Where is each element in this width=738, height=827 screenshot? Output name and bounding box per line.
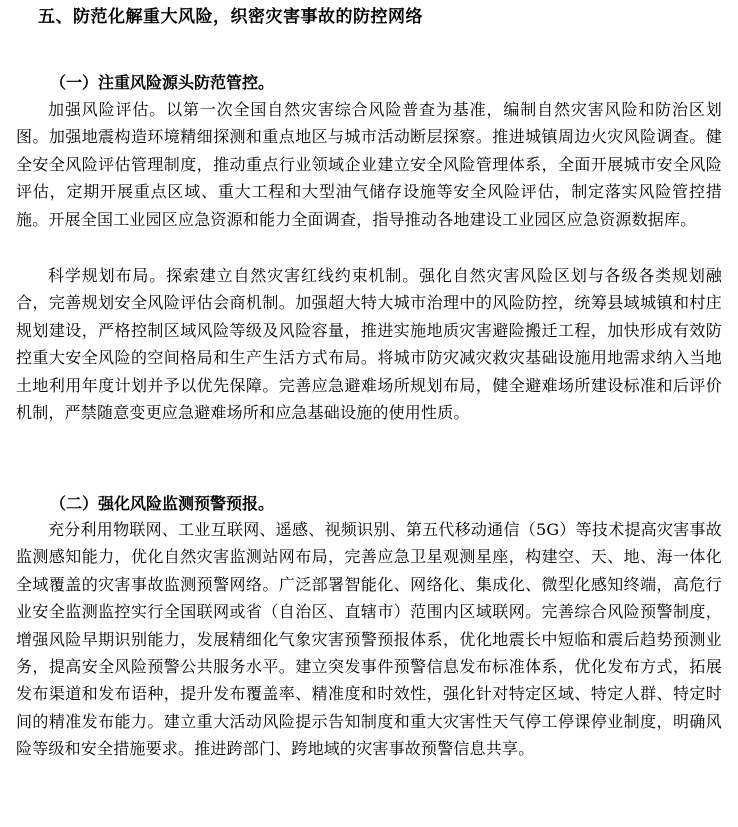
section-title: 五、防范化解重大风险，织密灾害事故的防控网络 bbox=[38, 7, 423, 27]
subsection-heading-1: （一）注重风险源头防范管控。 bbox=[50, 73, 275, 92]
subsection-heading-2: （二）强化风险监测预警预报。 bbox=[50, 494, 275, 513]
paragraph-scientific-planning: 科学规划布局。探索建立自然灾害红线约束机制。强化自然灾害风险区划与各级各类规划融合，完善规划安全风险评估会商机制。加强超大特大城市治理中的风险防控，统筹县域城镇和村庄规划建设，严格控制区域风险等级及风险容量，推进实施地质灾害避险搬迁工程，加快形成有效防控重大安全风险的空间格局和生产生活方式布局。将城市防灾减灾救灾基础设施用地需求纳入当地土地利用年度计划并予以优先保障。完善应急避难场所规划布局，健全避难场所建设标准和后评价机制，严禁随意变更应急避难场所和应急基础设施的使用性质。 bbox=[16, 266, 722, 423]
paragraph-risk-assessment: 加强风险评估。以第一次全国自然灾害综合风险普查为基准，编制自然灾害风险和防治区划图。加强地震构造环境精细探测和重点地区与城市活动断层探察。推进城镇周边火灾风险调查。健全安全风险评估管理制度，推动重点行业领域企业建立安全风险管理体系，全面开展城市安全风险评估，定期开展重点区域、重大工程和大型油气储存设施等安全风险评估，制定落实风险管控措施。开展全国工业园区应急资源和能力全面调查，指导推动各地建设工业园区应急资源数据库。 bbox=[16, 100, 722, 229]
paragraph-monitoring-warning: 充分利用物联网、工业互联网、遥感、视频识别、第五代移动通信（5G）等技术提高灾害事故监测感知能力，优化自然灾害监测站网布局，完善应急卫星观测星座，构建空、天、地、海一体化全域覆盖的灾害事故监测预警网络。广泛部署智能化、网络化、集成化、微型化感知终端，高危行业安全监测监控实行全国联网或省（自治区、直辖市）范围内区域联网。完善综合风险预警制度，增强风险早期识别能力，发展精细化气象灾害预警预报体系，优化地震长中短临和震后趋势预测业务，提高安全风险预警公共服务水平。建立突发事件预警信息发布标准体系，优化发布方式，拓展发布渠道和发布语种，提升发布覆盖率、精准度和时效性，强化针对特定区域、特定人群、特定时间的精准发布能力。建立重大活动风险提示告知制度和重大灾害性天气停工停课停业制度，明确风险等级和安全措施要求。推进跨部门、跨地域的灾害事故预警信息共享。 bbox=[16, 520, 722, 759]
